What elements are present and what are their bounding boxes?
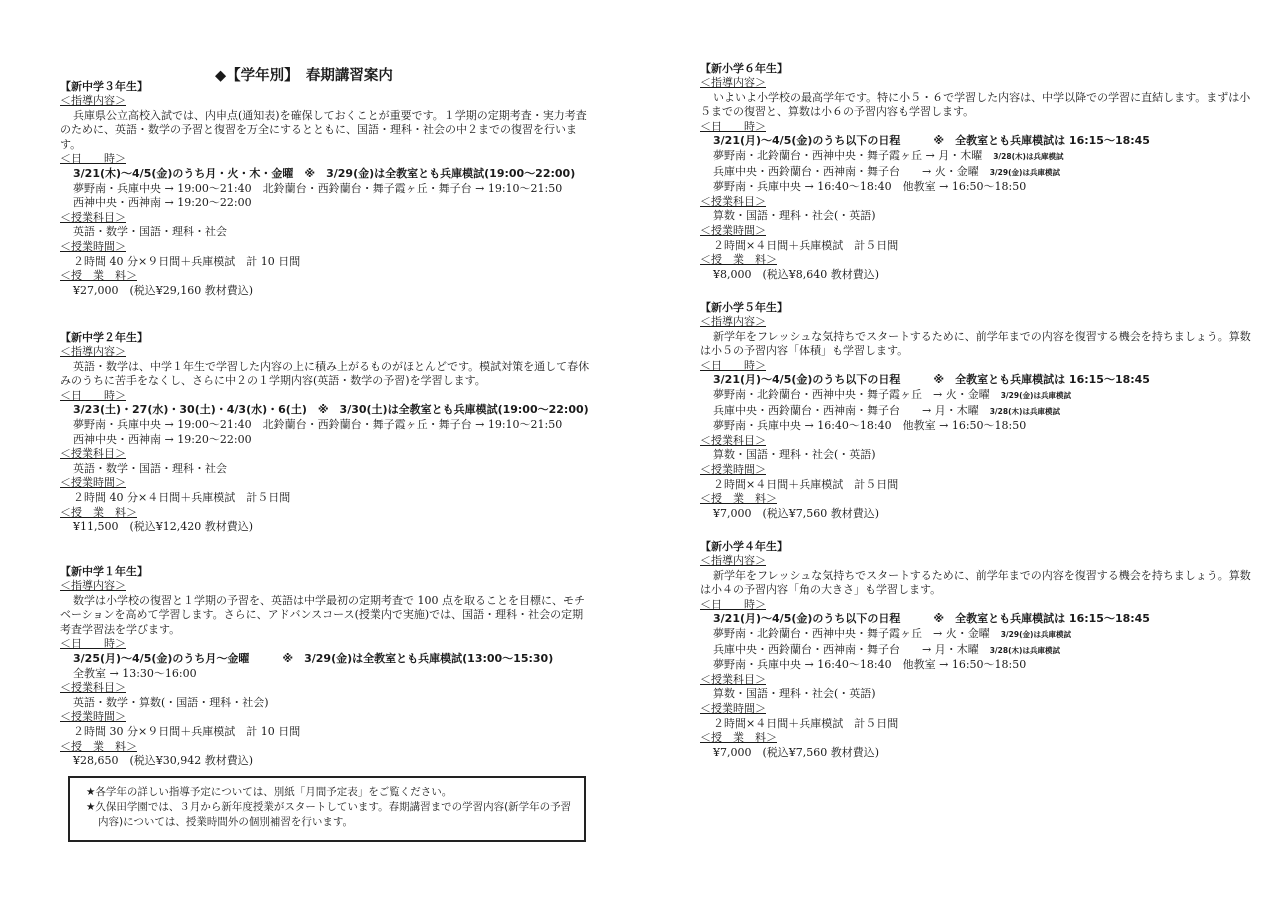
section-sho5: [700, 300, 1260, 521]
section-chu2: [60, 330, 590, 535]
label-hours: ＜授業時間＞: [60, 710, 126, 724]
hours-text: ２時間 40 分×４日間＋兵庫模試 計５日間: [73, 490, 291, 504]
hours-text: ２時間 40 分×９日間＋兵庫模試 計 10 日間: [73, 254, 301, 268]
fee-text: ¥7,000 (税込¥7,560 教材費込): [713, 745, 880, 759]
section-sho4: [700, 539, 1260, 760]
label-subjects: ＜授業科目＞: [60, 681, 126, 695]
schedule-line: 夢野南・北鈴蘭台・西神中央・舞子霞ヶ丘 → 火・金曜: [713, 626, 990, 640]
hours-text: ２時間 30 分×９日間＋兵庫模試 計 10 日間: [73, 724, 301, 738]
schedule-line: 夢野南・北鈴蘭台・西神中央・舞子霞ヶ丘 → 火・金曜: [713, 387, 990, 401]
schedule-line: 兵庫中央・西鈴蘭台・西神南・舞子台 → 月・木曜: [713, 642, 979, 656]
content-text: 新学年をフレッシュな気持ちでスタートするために、前学年までの内容を復習する機会を持ちましょう。算数は小５の予習内容「体積」も学習します。: [700, 329, 1251, 358]
section-chu3: [60, 79, 590, 298]
label-subjects: ＜授業科目＞: [700, 672, 766, 686]
content-text: いよいよ小学校の最高学年です。特に小５・６で学習した内容は、中学以降での学習に直結します。まずは小５までの復習と、算数は小６の予習内容も学習します。: [700, 90, 1251, 119]
label-hours: ＜授業時間＞: [700, 223, 766, 237]
schedule-line: 全教室 → 13:30～16:00: [73, 666, 197, 680]
fee-text: ¥8,000 (税込¥8,640 教材費込): [713, 267, 880, 281]
label-fee: ＜授 業 料＞: [60, 269, 137, 283]
label-fee: ＜授 業 料＞: [700, 253, 777, 267]
schedule-line: 夢野南・兵庫中央 → 16:40～18:40 他教室 → 16:50～18:50: [713, 658, 1027, 672]
schedule-line: 夢野南・兵庫中央 → 16:40～18:40 他教室 → 16:50～18:50: [713, 180, 1027, 194]
schedule-line: 夢野南・兵庫中央 → 19:00～21:40 北鈴蘭台・西鈴蘭台・舞子霞ヶ丘・舞子台 → 19:10～21:50: [73, 181, 563, 195]
date-main: 3/21(月)～4/5(金)のうち以下の日程 ※ 全教室とも兵庫模試は 16:15～18:45: [713, 373, 1150, 387]
fee-text: ¥27,000 (税込¥29,160 教材費込): [73, 283, 254, 297]
label-hours: ＜授業時間＞: [700, 462, 766, 476]
fee-text: ¥11,500 (税込¥12,420 教材費込): [73, 520, 254, 534]
label-datetime: ＜日 時＞: [60, 637, 126, 651]
label-fee: ＜授 業 料＞: [700, 731, 777, 745]
content-text: 英語・数学は、中学１年生で学習した内容の上に積み上がるものがほとんどです。模試対策を通して春休みのうちに苦手をなくし、さらに中２の１学期内容(英語・数学の予習)を学習します。: [60, 359, 590, 388]
schedule-line: 西神中央・西神南 → 19:20～22:00: [73, 196, 252, 210]
schedule-note: 3/29(金)は兵庫模試: [1000, 629, 1071, 639]
schedule-note: 3/28(木)は兵庫模試: [989, 406, 1060, 416]
label-content: ＜指導内容＞: [700, 315, 766, 328]
content-text: 兵庫県公立高校入試では、内申点(通知表)を確保しておくことが重要です。１学期の定期考査・実力考査のために、英語・数学の予習と復習を万全にするとともに、国語・理科・社会の中２までの復習を行います。: [60, 108, 587, 151]
label-datetime: ＜日 時＞: [60, 152, 126, 166]
content-text: 数学は小学校の復習と１学期の予習を、英語は中学最初の定期考査で 100 点を取ることを目標に、モチベーションを高めて学習します。さらに、アドバンスコース(授業内で実施)では、国語・理科・社会の定期考査学習法を学びます。: [60, 593, 585, 636]
label-subjects: ＜授業科目＞: [700, 433, 766, 447]
schedule-line: 兵庫中央・西鈴蘭台・西神南・舞子台 → 火・金曜: [713, 164, 979, 178]
label-datetime: ＜日 時＞: [700, 119, 766, 133]
grade-heading: 【新小学５年生】: [700, 301, 788, 314]
label-content: ＜指導内容＞: [60, 579, 126, 592]
subjects-text: 算数・国語・理科・社会(・英語): [713, 448, 876, 462]
subjects-text: 算数・国語・理科・社会(・英語): [713, 209, 876, 223]
schedule-note: 3/28(木)は兵庫模試: [993, 151, 1064, 161]
grade-heading: 【新中学２年生】: [60, 331, 148, 344]
notes-box: [68, 776, 586, 842]
date-main: 3/23(土)・27(水)・30(土)・4/3(水)・6(土) ※ 3/30(土)は全教室とも兵庫模試(19:00～22:00): [73, 403, 589, 417]
page-title: ◆【学年別】 春期講習案内: [215, 68, 393, 84]
schedule-line: 西神中央・西神南 → 19:20～22:00: [73, 432, 252, 446]
label-fee: ＜授 業 料＞: [60, 739, 137, 753]
label-content: ＜指導内容＞: [700, 76, 766, 89]
date-main: 3/25(月)～4/5(金)のうち月～金曜 ※ 3/29(金)は全教室とも兵庫模試(13:00～15:30): [73, 651, 554, 665]
fee-text: ¥7,000 (税込¥7,560 教材費込): [713, 506, 880, 520]
schedule-note: 3/28(木)は兵庫模試: [989, 645, 1060, 655]
label-hours: ＜授業時間＞: [60, 476, 126, 490]
label-datetime: ＜日 時＞: [700, 597, 766, 611]
grade-heading: 【新小学４年生】: [700, 540, 788, 553]
schedule-line: 夢野南・兵庫中央 → 16:40～18:40 他教室 → 16:50～18:50: [713, 419, 1027, 433]
note-item: ★久保田学園では、３月から新年度授業がスタートしています。春期講習までの学習内容(新学年の予習内容)については、授業時間外の個別補習を行います。: [86, 801, 572, 828]
label-datetime: ＜日 時＞: [60, 388, 126, 402]
label-subjects: ＜授業科目＞: [60, 447, 126, 461]
fee-text: ¥28,650 (税込¥30,942 教材費込): [73, 754, 254, 768]
grade-heading: 【新小学６年生】: [700, 62, 788, 75]
grade-heading: 【新中学３年生】: [60, 80, 148, 93]
schedule-line: 夢野南・北鈴蘭台・西神中央・舞子霞ヶ丘 → 月・木曜: [713, 148, 983, 162]
section-chu1: [60, 564, 590, 769]
subjects-text: 英語・数学・国語・理科・社会: [73, 461, 227, 475]
hours-text: ２時間×４日間＋兵庫模試 計５日間: [713, 716, 899, 730]
label-content: ＜指導内容＞: [700, 554, 766, 567]
label-subjects: ＜授業科目＞: [700, 194, 766, 208]
subjects-text: 英語・数学・国語・理科・社会: [73, 225, 227, 239]
label-content: ＜指導内容＞: [60, 94, 126, 107]
label-hours: ＜授業時間＞: [60, 239, 126, 253]
date-main: 3/21(月)～4/5(金)のうち以下の日程 ※ 全教室とも兵庫模試は 16:15～18:45: [713, 134, 1150, 148]
section-sho6: [700, 61, 1260, 282]
grade-heading: 【新中学１年生】: [60, 565, 148, 578]
label-hours: ＜授業時間＞: [700, 701, 766, 715]
label-content: ＜指導内容＞: [60, 345, 126, 358]
date-main: 3/21(木)～4/5(金)のうち月・火・木・金曜 ※ 3/29(金)は全教室とも兵庫模試(19:00～22:00): [73, 166, 576, 180]
hours-text: ２時間×４日間＋兵庫模試 計５日間: [713, 238, 899, 252]
note-item: ★各学年の詳しい指導予定については、別紙「月間予定表」をご覧ください。: [86, 786, 453, 798]
content-text: 新学年をフレッシュな気持ちでスタートするために、前学年までの内容を復習する機会を持ちましょう。算数は小４の予習内容「角の大きさ」も学習します。: [700, 568, 1251, 597]
schedule-note: 3/29(金)は兵庫模試: [989, 167, 1060, 177]
label-datetime: ＜日 時＞: [700, 358, 766, 372]
label-fee: ＜授 業 料＞: [60, 505, 137, 519]
label-fee: ＜授 業 料＞: [700, 492, 777, 506]
schedule-line: 夢野南・兵庫中央 → 19:00～21:40 北鈴蘭台・西鈴蘭台・舞子霞ヶ丘・舞子台 → 19:10～21:50: [73, 417, 563, 431]
schedule-line: 兵庫中央・西鈴蘭台・西神南・舞子台 → 月・木曜: [713, 403, 979, 417]
date-main: 3/21(月)～4/5(金)のうち以下の日程 ※ 全教室とも兵庫模試は 16:15～18:45: [713, 612, 1150, 626]
schedule-note: 3/29(金)は兵庫模試: [1000, 390, 1071, 400]
label-subjects: ＜授業科目＞: [60, 210, 126, 224]
subjects-text: 算数・国語・理科・社会(・英語): [713, 687, 876, 701]
subjects-text: 英語・数学・算数(・国語・理科・社会): [73, 695, 269, 709]
hours-text: ２時間×４日間＋兵庫模試 計５日間: [713, 477, 899, 491]
